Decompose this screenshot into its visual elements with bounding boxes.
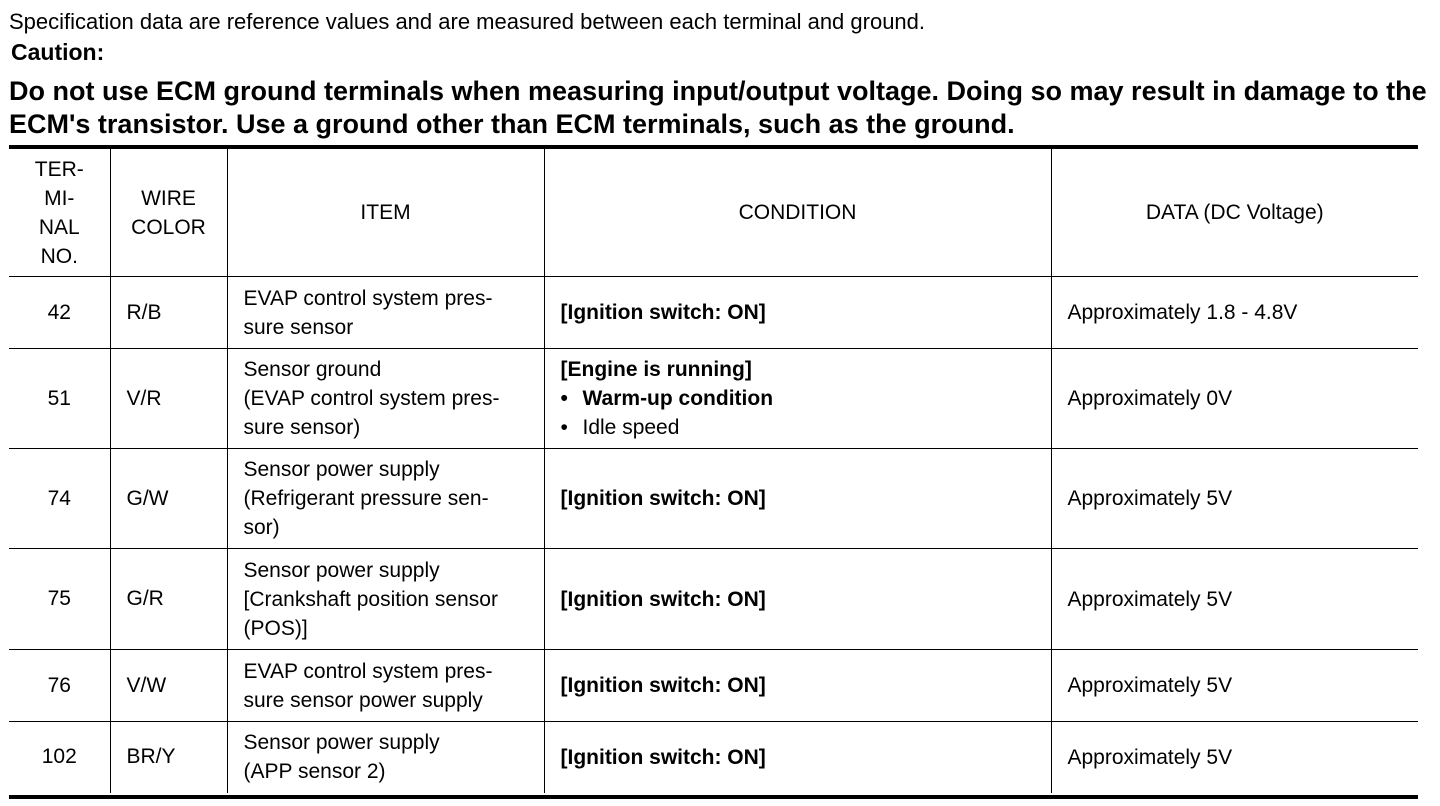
terminal-cell: 75 <box>9 549 110 650</box>
item-line: sure sensor power supply <box>243 688 483 712</box>
item-line: (Refrigerant pressure sen- <box>243 487 489 510</box>
wire-color-cell: BR/Y <box>110 722 227 793</box>
header-terminal-line: NO. <box>40 244 78 268</box>
wire-color-cell: R/B <box>110 277 227 349</box>
item-cell <box>227 349 544 449</box>
header-condition: CONDITION <box>544 149 1051 277</box>
caution-label: Caution: <box>11 39 105 65</box>
item-cell <box>227 722 544 793</box>
header-terminal-line: TER- <box>34 157 84 181</box>
wire-color-cell: G/R <box>110 549 227 650</box>
item-line: Sensor power supply <box>243 558 440 582</box>
condition-title: [Ignition switch: ON] <box>560 301 766 324</box>
terminal-cell: 76 <box>9 650 110 722</box>
item-line: sor) <box>243 516 280 539</box>
item-line: EVAP control system pres- <box>243 286 493 310</box>
header-terminal-line: MI- <box>44 186 75 210</box>
header-terminal-no <box>9 149 110 277</box>
item-line: (EVAP control system pres- <box>243 387 500 410</box>
table-row <box>9 277 1418 349</box>
item-line: EVAP control system pres- <box>243 659 493 683</box>
table-bottom-rule <box>9 795 1418 799</box>
data-cell: Approximately 5V <box>1051 650 1418 722</box>
condition-bullet <box>561 384 1051 413</box>
header-item: ITEM <box>227 149 544 277</box>
spec-note: Specification data are reference values and are measured between each terminal and ground. <box>9 9 926 34</box>
item-line: Sensor power supply <box>243 458 440 481</box>
wire-color-cell: V/R <box>110 349 227 449</box>
item-cell <box>227 549 544 650</box>
table-row <box>9 449 1418 549</box>
table-row <box>9 650 1418 722</box>
condition-cell <box>544 449 1051 549</box>
header-wire-line: COLOR <box>131 215 206 239</box>
data-cell: Approximately 1.8 - 4.8V <box>1051 277 1418 349</box>
terminal-cell: 102 <box>9 722 110 793</box>
wire-color-cell: G/W <box>110 449 227 549</box>
header-terminal-line: NAL <box>38 215 80 239</box>
condition-cell <box>544 650 1051 722</box>
condition-title: [Ignition switch: ON] <box>560 587 766 611</box>
data-cell: Approximately 0V <box>1051 349 1418 449</box>
item-line: (POS)] <box>243 616 308 640</box>
terminal-cell: 42 <box>9 277 110 349</box>
item-cell <box>227 277 544 349</box>
condition-cell <box>544 349 1051 449</box>
table-row <box>9 722 1418 793</box>
data-cell: Approximately 5V <box>1051 449 1418 549</box>
table-row <box>9 549 1418 650</box>
bullet-text: Idle speed <box>582 416 680 439</box>
terminal-cell: 74 <box>9 449 110 549</box>
item-line: sure sensor <box>243 315 354 339</box>
condition-title: [Engine is running] <box>560 358 752 381</box>
terminal-spec-table <box>9 149 1418 793</box>
terminal-cell: 51 <box>9 349 110 449</box>
condition-title: [Ignition switch: ON] <box>560 674 766 697</box>
bullet-text: Warm-up condition <box>582 387 774 410</box>
table-header-row <box>9 149 1418 277</box>
item-line: [Crankshaft position sensor <box>243 587 498 611</box>
item-line: (APP sensor 2) <box>243 760 386 784</box>
condition-title: [Ignition switch: ON] <box>560 487 766 510</box>
item-line: sure sensor) <box>243 416 361 439</box>
bullet-dot: • <box>560 416 568 439</box>
caution-text: Do not use ECM ground terminals when measuring input/output voltage. Doing so may result in damage to the ECM's transistor. Use a ground other than ECM terminals, such as the ground. <box>9 76 1427 139</box>
table-row <box>9 349 1418 449</box>
item-cell <box>227 449 544 549</box>
wire-color-cell: V/W <box>110 650 227 722</box>
item-line: Sensor ground <box>243 358 382 381</box>
condition-cell <box>544 277 1051 349</box>
item-cell <box>227 650 544 722</box>
condition-cell <box>544 549 1051 650</box>
condition-title: [Ignition switch: ON] <box>560 745 766 769</box>
condition-bullet <box>561 413 1051 442</box>
header-wire-color <box>110 149 227 277</box>
bullet-dot: • <box>560 387 568 410</box>
header-data: DATA (DC Voltage) <box>1051 149 1418 277</box>
item-line: Sensor power supply <box>243 731 440 755</box>
header-wire-line: WIRE <box>141 186 196 210</box>
data-cell: Approximately 5V <box>1051 722 1418 793</box>
data-cell: Approximately 5V <box>1051 549 1418 650</box>
condition-cell <box>544 722 1051 793</box>
